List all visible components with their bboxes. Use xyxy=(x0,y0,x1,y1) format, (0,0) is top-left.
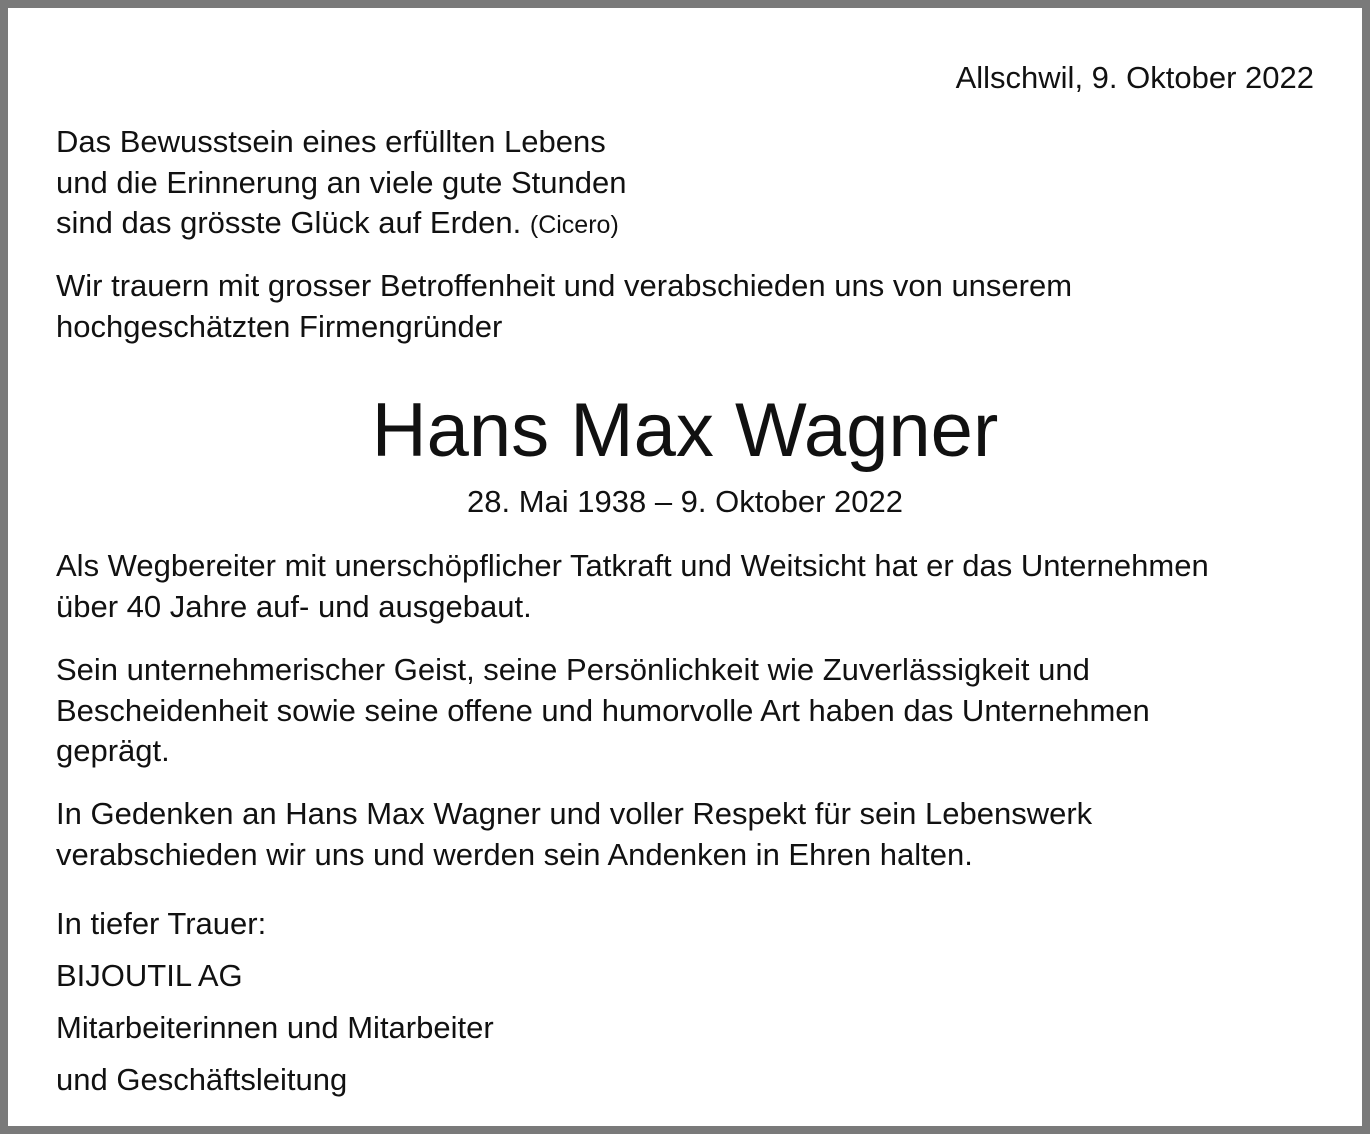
paragraph-line: In Gedenken an Hans Max Wagner und voller Respekt für sein Lebenswerk xyxy=(56,796,1093,831)
intro-text xyxy=(56,266,1072,347)
paragraph-line: Sein unternehmerischer Geist, seine Persönlichkeit wie Zuverlässigkeit und xyxy=(56,652,1090,687)
quote-author: (Cicero) xyxy=(529,211,619,239)
paragraph-line: Als Wegbereiter mit unerschöpflicher Tatkraft und Weitsicht hat er das Unternehmen xyxy=(56,548,1209,583)
paragraph-line: über 40 Jahre auf- und ausgebaut. xyxy=(56,588,532,624)
life-dates: 28. Mai 1938 – 9. Oktober 2022 xyxy=(466,484,903,519)
signature-company: BIJOUTIL AG xyxy=(56,958,243,993)
intro-line: hochgeschätzten Firmengründer xyxy=(56,308,503,344)
quote xyxy=(56,122,627,246)
signature-management: und Geschäftsleitung xyxy=(56,1062,348,1097)
signature-staff: Mitarbeiterinnen und Mitarbeiter xyxy=(56,1010,494,1045)
paragraph-legacy xyxy=(56,546,1209,627)
intro-line: Wir trauern mit grosser Betroffenheit und verabschieden uns von unserem xyxy=(56,268,1073,303)
signature-intro: In tiefer Trauer: xyxy=(56,906,267,941)
place-date: Allschwil, 9. Oktober 2022 xyxy=(955,60,1314,95)
paragraph-line: verabschieden wir uns und werden sein Andenken in Ehren halten. xyxy=(56,836,973,872)
paragraph-line: geprägt. xyxy=(56,733,170,768)
deceased-name: Hans Max Wagner xyxy=(371,388,999,473)
quote-line-last xyxy=(56,203,627,246)
paragraph-character xyxy=(56,650,1150,772)
paragraph-remembrance xyxy=(56,794,1092,875)
quote-line: Das Bewusstsein eines erfüllten Lebens xyxy=(56,124,606,159)
quote-line-text: sind das grösste Glück auf Erden. xyxy=(56,205,522,240)
obituary-notice xyxy=(8,8,1362,1126)
signature-block xyxy=(56,898,494,1106)
quote-line: und die Erinnerung an viele gute Stunden xyxy=(56,164,627,200)
paragraph-line: Bescheidenheit sowie seine offene und humorvolle Art haben das Unternehmen xyxy=(56,692,1150,728)
